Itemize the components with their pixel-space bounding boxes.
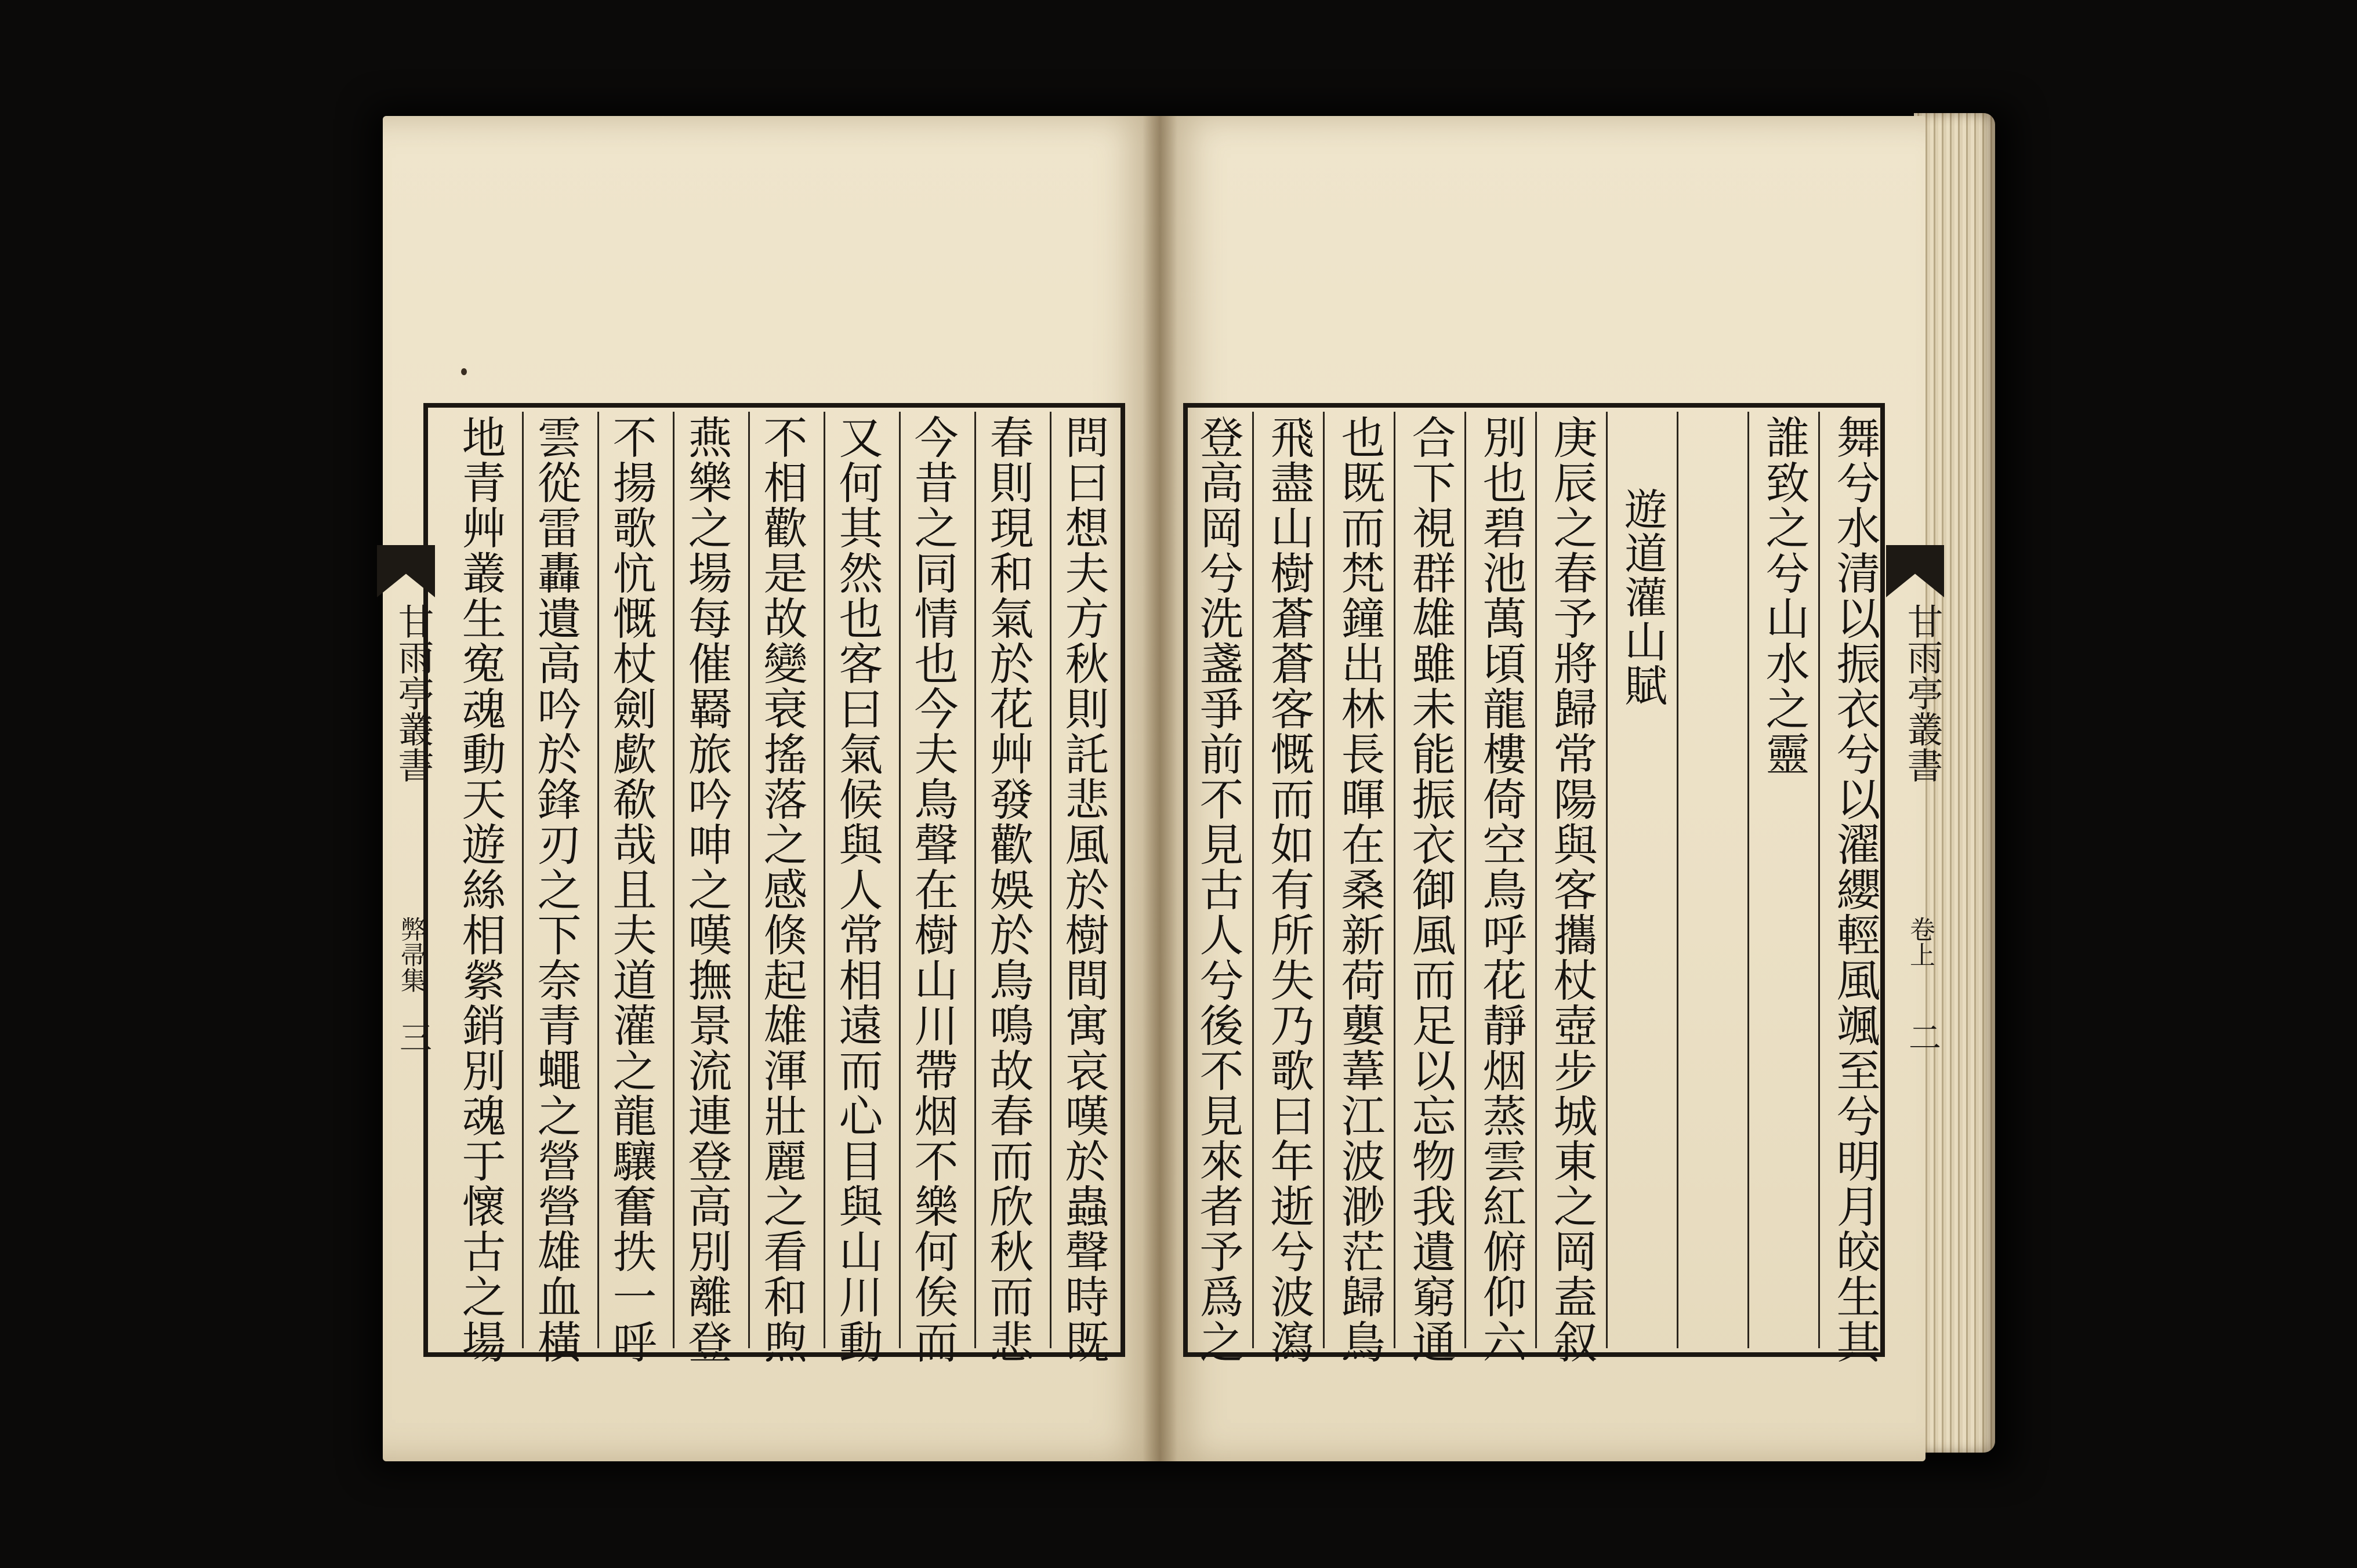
text-column: 雲從雷轟遺高吟於鋒刃之下奈青蠅之營營雄血橫 [530, 415, 582, 1364]
text-column: 飛盡山樹蒼蒼客慨而如有所失乃歌曰年逝兮波瀉 [1263, 415, 1315, 1364]
ink-spot [461, 368, 467, 375]
fishtail-mark [377, 545, 435, 597]
column-rule [748, 412, 750, 1348]
column-rule [899, 412, 901, 1348]
text-column: 也既而梵鐘出林長暉在桑新荷蘡葦江波渺茫歸鳥 [1334, 415, 1386, 1364]
column-rule [522, 412, 524, 1348]
column-rule [1606, 412, 1608, 1348]
text-column: 地青艸叢生寃魂動天遊絲相縈銷別魂于懷古之場 [455, 415, 506, 1364]
text-column: 春則現和氣於花艸發歡娛於鳥鳴故春而欣秋而悲 [982, 415, 1034, 1364]
text-column: 別也碧池萬頃龍樓倚空鳥呼花靜烟蒸雲紅俯仰六 [1475, 415, 1527, 1364]
page-number: 三 [394, 1021, 432, 1053]
column-rule [1323, 412, 1325, 1348]
text-column: 舞兮水清以振衣兮以濯纓輕風颯至兮明月皎生其 [1829, 415, 1881, 1364]
left-page-margin-band [377, 545, 435, 1096]
column-rule [1535, 412, 1537, 1348]
column-rule [1050, 412, 1051, 1348]
book-title: 甘雨亭叢書 [1901, 603, 1943, 783]
book-gutter [1143, 116, 1177, 1461]
text-column: 合下視群雄雖未能振衣御風而足以忘物我遺窮通 [1405, 415, 1456, 1364]
column-rule [1818, 412, 1820, 1348]
column-rule [1394, 412, 1395, 1348]
column-rule [974, 412, 976, 1348]
column-rule [1747, 412, 1749, 1348]
text-column: 燕樂之場每催羇旅吟呻之嘆撫景流連登高別離登 [681, 415, 733, 1364]
column-rule [673, 412, 675, 1348]
column-rule [1677, 412, 1678, 1348]
column-rule [597, 412, 599, 1348]
text-column-heading: 遊道灌山賦 [1618, 487, 1667, 707]
text-column: 不相歡是故變衰搖落之感倏起雄渾壯麗之看和煦 [756, 415, 808, 1364]
text-column: 又何其然也客曰氣候與人常相遠而心目與山川動 [832, 415, 883, 1364]
text-column: 庚辰之春予將歸常陽與客攜杖壺步城東之岡盍叙 [1546, 415, 1598, 1364]
text-column: 問曰想夫方秋則託悲風於樹間寓哀嘆於蟲聲時既 [1058, 415, 1109, 1364]
text-column: 登高岡兮洗盞爭前不見古人兮後不見來者予爲之 [1192, 415, 1244, 1364]
fishtail-mark [1886, 545, 1944, 597]
text-column: 今昔之同情也今夫鳥聲在樹山川帶烟不樂何俟而 [907, 415, 959, 1364]
collection-label: 弊帚集 [396, 916, 426, 993]
book-title: 甘雨亭叢書 [392, 603, 434, 783]
right-page-margin-band [1886, 545, 1944, 1096]
column-rule [1464, 412, 1466, 1348]
volume-label: 卷上 [1905, 916, 1935, 967]
page-number: 二 [1903, 1021, 1941, 1053]
text-column: 不揚歌忼慨杖劍歔欷哉且夫道灌之龍驤奮抶一呼 [605, 415, 657, 1364]
column-rule [824, 412, 825, 1348]
column-rule [1252, 412, 1254, 1348]
text-column: 誰致之兮山水之靈 [1758, 415, 1810, 776]
